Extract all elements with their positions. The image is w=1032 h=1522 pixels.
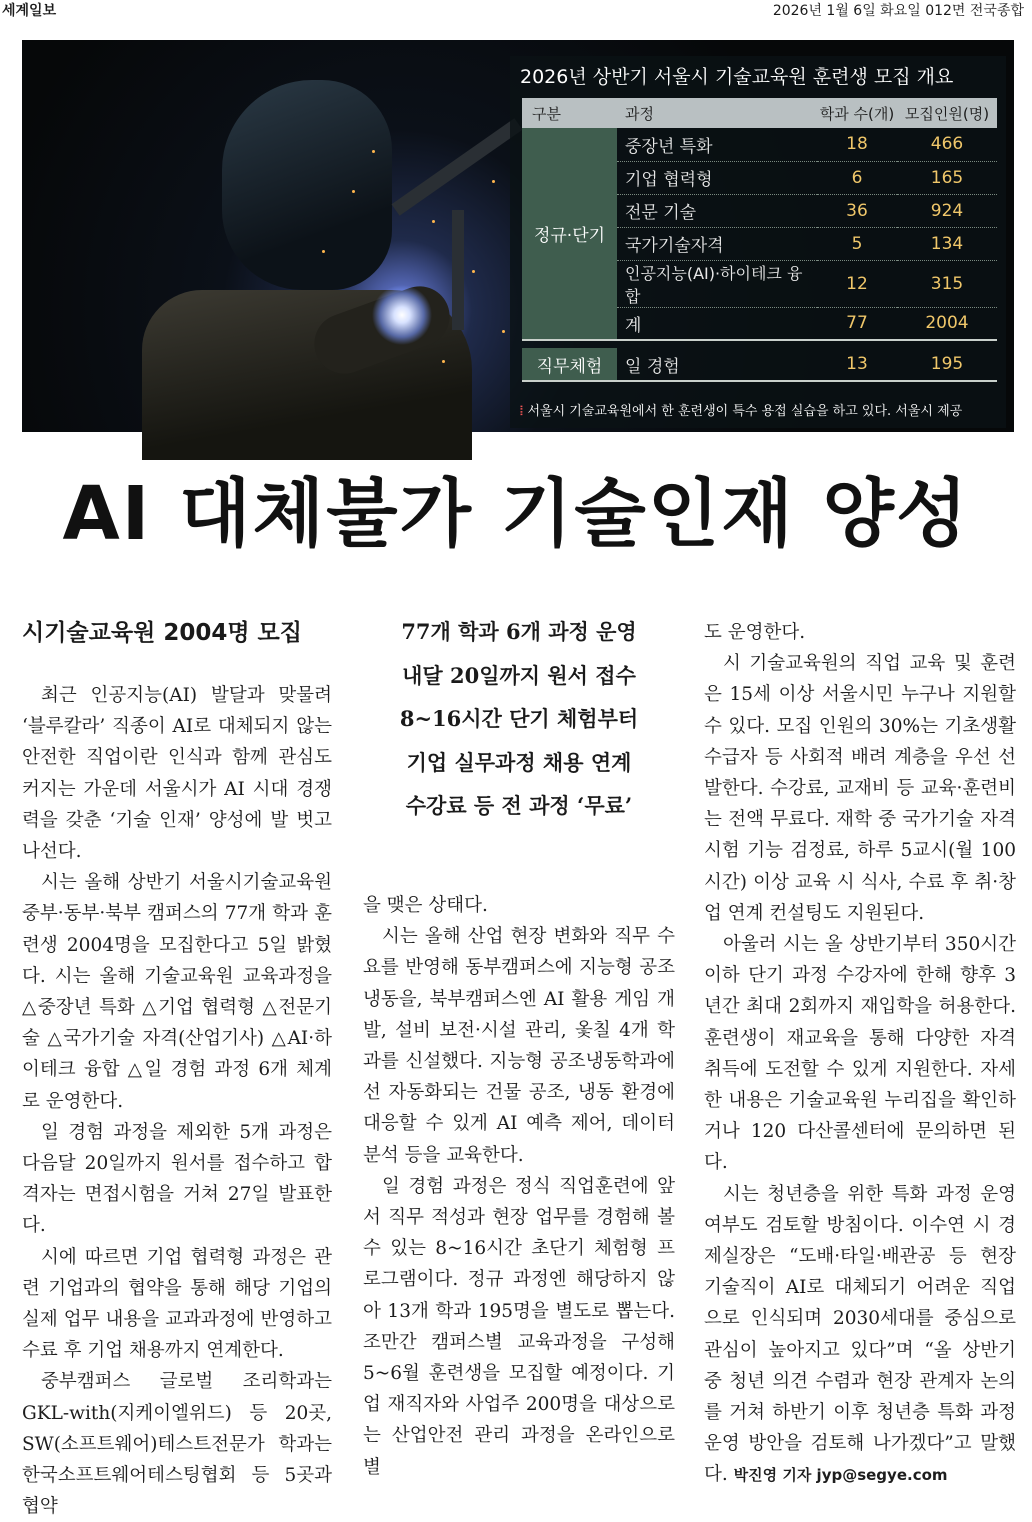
deck-line: 8~16시간 단기 체험부터 — [399, 706, 639, 731]
caption-marker-icon: ⦙ — [520, 404, 528, 419]
paragraph: 최근 인공지능(AI) 발달과 맞물려 ‘블루칼라’ 직종이 AI로 대체되지 않는 안전한 직업이란 인식과 함께 관심도 커지는 가운데 서울시가 AI 시대 경쟁력을 갖춘 ‘기술 인재’ 양성에 발 벗고 나선다. — [22, 685, 332, 863]
deck-line: 내달 20일까지 원서 접수 — [402, 662, 636, 688]
photo-caption — [510, 400, 1006, 419]
paragraph — [704, 1179, 1016, 1492]
spark — [352, 190, 355, 193]
dept-count: 6 — [817, 161, 897, 194]
summary-decks — [363, 610, 675, 828]
paragraph: 아울러 시는 올 상반기부터 350시간 이하 단기 과정 수강자에 한해 향후 3년간 최대 2회까지 재입학을 허용한다. 훈련생이 재교육을 통해 다양한 자격 취득에 도전할 수 있게 지원한다. 자세한 내용은 기술교육원 누리집을 확인하거나 120 다산콜센터에 문의하면 된다. — [704, 934, 1016, 1174]
byline: 박진영 기자 jyp@segye.com — [733, 1466, 948, 1485]
dept-count: 5 — [817, 227, 897, 260]
header-category: 구분 — [522, 98, 617, 128]
headline: AI 대체불가 기술인재 양성 — [62, 471, 970, 557]
paragraph: 시 기술교육원의 직업 교육 및 훈련은 15세 이상 서울시민 누구나 지원할 수 있다. 모집 인원의 30%는 기초생활수급자 등 사회적 배려 계층을 우선 선발한다. 수강료, 교재비 등 교육·훈련비는 전액 무료다. 재학 중 국가기술 자격시험 기능 검정료, 하루 5교시(월 100시간) 이상 교육 시 식사, 수료 후 취·창업 연계 컨설팅도 지원된다. — [704, 653, 1016, 924]
paragraph: 일 경험 과정을 제외한 5개 과정은 다음달 20일까지 원서를 접수하고 합격자는 면접시험을 거쳐 27일 발표한다. — [22, 1121, 332, 1237]
spark — [432, 220, 435, 223]
paragraph: 시는 올해 상반기 서울시기술교육원 중부·동부·북부 캠퍼스의 77개 학과 훈련생 2004명을 모집한다고 5일 밝혔다. 시는 올해 기술교육원 교육과정을 △중장년 특화 △기업 협력형 △전문기술 △국가기술 자격(산업기사) △AI·하이테크 융합 △일 경험 과정 6개 체계로 운영한다. — [22, 872, 332, 1112]
newspaper-name: 세계일보 — [2, 3, 57, 19]
paragraph: 도 운영한다. — [704, 622, 806, 643]
category-regular: 정규·단기 — [522, 128, 617, 340]
people-count: 466 — [897, 128, 997, 161]
subheadline: 시기술교육원 2004명 모집 — [22, 620, 302, 646]
table-row — [522, 128, 997, 161]
dept-count: 18 — [817, 128, 897, 161]
paragraph: 중부캠퍼스 글로벌 조리학과는 GKL-with(지케이엘위드) 등 20곳, SW(소프트웨어)테스트전문가 학과는 한국소프트웨어테스팅협회 등 5곳과 협약 — [22, 1371, 332, 1518]
paragraph: 시에 따르면 기업 협력형 과정은 관련 기업과의 협약을 통해 해당 기업의 실제 업무 내용을 교과과정에 반영하고 수료 후 기업 채용까지 연계한다. — [22, 1246, 332, 1362]
recruitment-table — [522, 98, 997, 382]
people-count: 165 — [897, 161, 997, 194]
category-experience: 직무체험 — [522, 348, 617, 381]
issue-date: 2026년 1월 6일 화요일 012면 전국종합 — [772, 3, 1024, 19]
article-column-3 — [704, 617, 1016, 1492]
table-row — [522, 348, 997, 381]
recruitment-infobox — [510, 56, 1006, 428]
dept-count: 12 — [817, 260, 897, 307]
table-spacer — [522, 340, 997, 348]
welding-rig — [392, 118, 523, 216]
welder-helmet — [222, 80, 392, 290]
paragraph-text: 시는 청년층을 위한 특화 과정 운영 여부도 검토할 방침이다. 이수연 시 경제실장은 “도배·타일·배관공 등 현장 기술직이 AI로 대체되기 어려운 직업으로 인식되며 2030세대를 중심으로 관심이 높아지고 있다”며 “올 상반기 중 청년 의견 수렴과 현장 관계자 논의를 거쳐 하반기 이후 청년층 특화 과정 운영 방안을 검토해 나가겠다”고 말했다. — [704, 1183, 1016, 1486]
welding-flash — [372, 285, 432, 345]
course-name: 일 경험 — [617, 348, 817, 381]
spark — [472, 270, 475, 273]
course-name: 계 — [617, 307, 817, 340]
deck-line: 77개 학과 6개 과정 운영 — [401, 619, 637, 644]
spark — [502, 330, 505, 333]
course-name: 중장년 특화 — [617, 128, 817, 161]
masthead — [0, 0, 1032, 26]
deck-line: 수강료 등 전 과정 ‘무료’ — [405, 793, 633, 818]
spark — [492, 180, 495, 183]
dept-count: 36 — [817, 194, 897, 227]
paragraph: 을 맺은 상태다. — [363, 895, 488, 916]
people-count: 195 — [897, 348, 997, 381]
article-column-2 — [363, 890, 675, 1483]
dept-count: 13 — [817, 348, 897, 381]
dept-count: 77 — [817, 307, 897, 340]
header-depts: 학과 수(개) — [817, 98, 897, 128]
infobox-title: 2026년 상반기 서울시 기술교육원 훈련생 모집 개요 — [520, 66, 954, 88]
course-name: 기업 협력형 — [617, 161, 817, 194]
people-count: 2004 — [897, 307, 997, 340]
spark — [372, 150, 375, 153]
header-people: 모집인원(명) — [897, 98, 997, 128]
people-count: 315 — [897, 260, 997, 307]
table-header-row — [522, 98, 997, 128]
spark — [442, 360, 445, 363]
header-course: 과정 — [617, 98, 817, 128]
people-count: 134 — [897, 227, 997, 260]
deck-line: 기업 실무과정 채용 연계 — [406, 749, 632, 775]
paragraph: 시는 올해 산업 현장 변화와 직무 수요를 반영해 동부캠퍼스에 지능형 공조 냉동을, 북부캠퍼스엔 AI 활용 게임 개발, 설비 보전·시설 관리, 옻칠 4개 학과를 신설했다. 지능형 공조냉동학과에선 자동화되는 건물 공조, 냉동 환경에 대응할 수 있게 AI 예측 제어, 데이터 분석 등을 교육한다. — [363, 926, 675, 1166]
course-name: 전문 기술 — [617, 194, 817, 227]
welding-rig-post — [452, 210, 464, 330]
course-name: 인공지능(AI)·하이테크 융합 — [617, 260, 817, 307]
paragraph: 일 경험 과정은 정식 직업훈련에 앞서 직무 적성과 현장 업무를 경험해 볼 수 있는 8~16시간 초단기 체험형 프로그램이다. 정규 과정엔 해당하지 않아 13개 학과 195명을 별도로 뽑는다. 조만간 캠퍼스별 교육과정을 구성해 5~6월 훈련생을 모집할 예정이다. 기업 재직자와 사업주 200명을 대상으로는 산업안전 관리 과정을 온라인으로 별 — [363, 1175, 675, 1478]
caption-text: 서울시 기술교육원에서 한 훈련생이 특수 용접 실습을 하고 있다. 서울시 제공 — [527, 404, 963, 419]
article-column-1 — [22, 680, 332, 1522]
people-count: 924 — [897, 194, 997, 227]
spark — [322, 250, 325, 253]
course-name: 국가기술자격 — [617, 227, 817, 260]
